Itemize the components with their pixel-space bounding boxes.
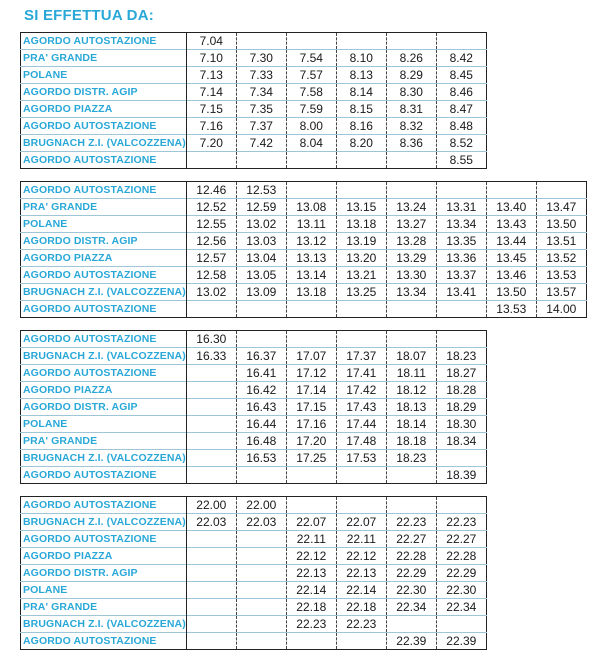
table-row	[21, 135, 487, 152]
table-row	[21, 514, 487, 531]
departure-time	[286, 152, 336, 169]
departure-time: 13.04	[236, 250, 286, 267]
departure-time: 22.07	[286, 514, 336, 531]
departure-time: 18.11	[386, 365, 436, 382]
table-row	[21, 348, 487, 365]
departure-time: 13.53	[536, 267, 586, 284]
table-row	[21, 331, 487, 348]
table-row	[21, 497, 487, 514]
departure-time: 8.00	[286, 118, 336, 135]
departure-time: 13.50	[486, 284, 536, 301]
departure-time: 8.45	[436, 67, 486, 84]
departure-time: 8.48	[436, 118, 486, 135]
departure-time: 16.41	[236, 365, 286, 382]
departure-time	[186, 548, 236, 565]
stop-name: BRUGNACH Z.I. (VALCOZZENA)	[21, 514, 187, 531]
departure-time	[186, 531, 236, 548]
stop-name: AGORDO AUTOSTAZIONE	[21, 301, 187, 318]
stop-name: BRUGNACH Z.I. (VALCOZZENA)	[21, 450, 187, 467]
departure-time	[236, 301, 286, 318]
departure-time: 13.11	[286, 216, 336, 233]
departure-time: 13.34	[386, 284, 436, 301]
departure-time	[336, 633, 386, 650]
stop-name: PRA' GRANDE	[21, 433, 187, 450]
departure-time: 7.30	[236, 50, 286, 67]
departure-time: 13.50	[536, 216, 586, 233]
departure-time: 17.25	[286, 450, 336, 467]
departure-time: 13.46	[486, 267, 536, 284]
departure-time: 12.56	[186, 233, 236, 250]
departure-time: 13.53	[486, 301, 536, 318]
departure-time: 13.02	[236, 216, 286, 233]
departure-time: 16.53	[236, 450, 286, 467]
table-row	[21, 548, 487, 565]
departure-time: 18.23	[386, 450, 436, 467]
departure-time: 13.52	[536, 250, 586, 267]
departure-time: 8.29	[386, 67, 436, 84]
departure-time: 22.11	[286, 531, 336, 548]
departure-time	[186, 616, 236, 633]
departure-time	[336, 497, 386, 514]
timetable-1	[20, 32, 487, 169]
departure-time: 22.23	[286, 616, 336, 633]
table-row	[21, 233, 587, 250]
departure-time	[436, 33, 486, 50]
stop-name: AGORDO PIAZZA	[21, 101, 187, 118]
departure-time: 13.36	[436, 250, 486, 267]
departure-time: 13.57	[536, 284, 586, 301]
departure-time	[186, 565, 236, 582]
departure-time	[186, 599, 236, 616]
departure-time	[236, 152, 286, 169]
departure-time	[336, 182, 386, 199]
departure-time	[236, 531, 286, 548]
departure-time	[386, 33, 436, 50]
stop-name: AGORDO PIAZZA	[21, 382, 187, 399]
departure-time	[236, 599, 286, 616]
departure-time: 22.23	[436, 514, 486, 531]
departure-time: 22.18	[286, 599, 336, 616]
departure-time	[336, 301, 386, 318]
departure-time	[236, 33, 286, 50]
departure-time: 13.25	[336, 284, 386, 301]
table-row	[21, 250, 587, 267]
departure-time: 16.30	[186, 331, 236, 348]
departure-time: 13.31	[436, 199, 486, 216]
departure-time: 13.41	[436, 284, 486, 301]
table-row	[21, 433, 487, 450]
table-row	[21, 450, 487, 467]
table-row	[21, 216, 587, 233]
stop-name: AGORDO AUTOSTAZIONE	[21, 33, 187, 50]
departure-time: 17.37	[336, 348, 386, 365]
departure-time: 12.53	[236, 182, 286, 199]
departure-time: 13.35	[436, 233, 486, 250]
table-row	[21, 182, 587, 199]
departure-time: 22.12	[286, 548, 336, 565]
departure-time: 12.58	[186, 267, 236, 284]
departure-time	[186, 399, 236, 416]
departure-time: 13.29	[386, 250, 436, 267]
table-row	[21, 152, 487, 169]
departure-time: 22.30	[386, 582, 436, 599]
departure-time	[286, 301, 336, 318]
table-row	[21, 582, 487, 599]
departure-time: 17.41	[336, 365, 386, 382]
table-row	[21, 399, 487, 416]
stop-name: AGORDO DISTR. AGIP	[21, 565, 187, 582]
departure-time: 22.27	[436, 531, 486, 548]
departure-time	[386, 497, 436, 514]
departure-time	[436, 450, 486, 467]
table-row	[21, 267, 587, 284]
stop-name: BRUGNACH Z.I. (VALCOZZENA)	[21, 135, 187, 152]
departure-time	[186, 450, 236, 467]
departure-time: 7.54	[286, 50, 336, 67]
departure-time	[386, 152, 436, 169]
departure-time: 22.34	[386, 599, 436, 616]
departure-time: 18.30	[436, 416, 486, 433]
stop-name: AGORDO AUTOSTAZIONE	[21, 497, 187, 514]
departure-time: 17.20	[286, 433, 336, 450]
departure-time: 13.14	[286, 267, 336, 284]
departure-time: 22.03	[236, 514, 286, 531]
departure-time: 22.29	[386, 565, 436, 582]
stop-name: POLANE	[21, 582, 187, 599]
departure-time	[286, 497, 336, 514]
departure-time: 18.14	[386, 416, 436, 433]
departure-time: 17.15	[286, 399, 336, 416]
departure-time: 8.31	[386, 101, 436, 118]
departure-time: 22.03	[186, 514, 236, 531]
departure-time: 7.33	[236, 67, 286, 84]
departure-time: 14.00	[536, 301, 586, 318]
departure-time: 12.52	[186, 199, 236, 216]
stop-name: PRA' GRANDE	[21, 599, 187, 616]
departure-time: 13.45	[486, 250, 536, 267]
table-row	[21, 599, 487, 616]
table-row	[21, 84, 487, 101]
stop-name: AGORDO AUTOSTAZIONE	[21, 531, 187, 548]
departure-time: 13.18	[286, 284, 336, 301]
table-row	[21, 118, 487, 135]
departure-time: 8.04	[286, 135, 336, 152]
departure-time: 22.11	[336, 531, 386, 548]
departure-time	[186, 365, 236, 382]
departure-time: 13.37	[436, 267, 486, 284]
departure-time	[236, 565, 286, 582]
table-row	[21, 467, 487, 484]
departure-time: 7.13	[186, 67, 236, 84]
departure-time: 18.34	[436, 433, 486, 450]
departure-time: 8.20	[336, 135, 386, 152]
departure-time: 7.20	[186, 135, 236, 152]
departure-time	[186, 416, 236, 433]
departure-time: 8.10	[336, 50, 386, 67]
departure-time: 22.39	[436, 633, 486, 650]
departure-time: 8.16	[336, 118, 386, 135]
departure-time: 13.09	[236, 284, 286, 301]
table-row	[21, 416, 487, 433]
departure-time: 22.27	[386, 531, 436, 548]
stop-name: PRA' GRANDE	[21, 50, 187, 67]
departure-time: 7.14	[186, 84, 236, 101]
departure-time: 13.43	[486, 216, 536, 233]
departure-time: 8.55	[436, 152, 486, 169]
departure-time	[436, 331, 486, 348]
stop-name: AGORDO AUTOSTAZIONE	[21, 633, 187, 650]
departure-time	[236, 548, 286, 565]
timetable-2	[20, 181, 587, 318]
departure-time	[486, 182, 536, 199]
timetable-3	[20, 330, 487, 484]
departure-time: 17.53	[336, 450, 386, 467]
departure-time: 13.51	[536, 233, 586, 250]
departure-time: 13.34	[436, 216, 486, 233]
departure-time	[436, 497, 486, 514]
departure-time	[336, 331, 386, 348]
departure-time	[286, 633, 336, 650]
departure-time	[236, 616, 286, 633]
stop-name: AGORDO PIAZZA	[21, 548, 187, 565]
departure-time: 16.42	[236, 382, 286, 399]
departure-time	[186, 467, 236, 484]
stop-name: AGORDO DISTR. AGIP	[21, 84, 187, 101]
departure-time: 13.40	[486, 199, 536, 216]
departure-time	[436, 182, 486, 199]
departure-time: 8.52	[436, 135, 486, 152]
stop-name: AGORDO AUTOSTAZIONE	[21, 152, 187, 169]
departure-time: 22.18	[336, 599, 386, 616]
table-row	[21, 531, 487, 548]
departure-time: 12.46	[186, 182, 236, 199]
departure-time: 13.18	[336, 216, 386, 233]
departure-time	[236, 582, 286, 599]
stop-name: AGORDO AUTOSTAZIONE	[21, 365, 187, 382]
departure-time	[186, 301, 236, 318]
departure-time: 8.36	[386, 135, 436, 152]
departure-time: 22.07	[336, 514, 386, 531]
departure-time: 8.46	[436, 84, 486, 101]
departure-time: 22.14	[336, 582, 386, 599]
stop-name: AGORDO AUTOSTAZIONE	[21, 118, 187, 135]
departure-time: 18.27	[436, 365, 486, 382]
departure-time: 13.13	[286, 250, 336, 267]
table-row	[21, 50, 487, 67]
departure-time: 18.23	[436, 348, 486, 365]
departure-time	[186, 633, 236, 650]
table-row	[21, 101, 487, 118]
departure-time: 22.28	[386, 548, 436, 565]
departure-time: 7.35	[236, 101, 286, 118]
table-row	[21, 633, 487, 650]
departure-time: 16.43	[236, 399, 286, 416]
departure-time: 7.58	[286, 84, 336, 101]
departure-time: 7.10	[186, 50, 236, 67]
departure-time: 17.42	[336, 382, 386, 399]
departure-time	[286, 331, 336, 348]
departure-time: 13.02	[186, 284, 236, 301]
departure-time: 17.12	[286, 365, 336, 382]
page-title: SI EFFETTUA DA:	[24, 7, 154, 24]
departure-time: 7.15	[186, 101, 236, 118]
departure-time: 18.12	[386, 382, 436, 399]
departure-time: 17.07	[286, 348, 336, 365]
table-row	[21, 33, 487, 50]
departure-time	[186, 382, 236, 399]
departure-time: 18.07	[386, 348, 436, 365]
departure-time	[186, 152, 236, 169]
table-row	[21, 565, 487, 582]
table-row	[21, 67, 487, 84]
departure-time: 22.23	[386, 514, 436, 531]
departure-time: 13.30	[386, 267, 436, 284]
departure-time: 7.42	[236, 135, 286, 152]
departure-time: 22.39	[386, 633, 436, 650]
departure-time: 8.47	[436, 101, 486, 118]
departure-time: 13.28	[386, 233, 436, 250]
departure-time: 13.05	[236, 267, 286, 284]
departure-time: 18.39	[436, 467, 486, 484]
departure-time: 13.21	[336, 267, 386, 284]
departure-time: 7.59	[286, 101, 336, 118]
departure-time: 22.13	[286, 565, 336, 582]
table-row	[21, 199, 587, 216]
departure-time: 13.12	[286, 233, 336, 250]
departure-time: 22.00	[236, 497, 286, 514]
table-row	[21, 616, 487, 633]
stop-name: AGORDO PIAZZA	[21, 250, 187, 267]
departure-time: 18.29	[436, 399, 486, 416]
departure-time: 13.24	[386, 199, 436, 216]
stop-name: BRUGNACH Z.I. (VALCOZZENA)	[21, 348, 187, 365]
departure-time: 8.15	[336, 101, 386, 118]
departure-time: 8.14	[336, 84, 386, 101]
departure-time: 16.44	[236, 416, 286, 433]
departure-time	[336, 152, 386, 169]
stop-name: BRUGNACH Z.I. (VALCOZZENA)	[21, 284, 187, 301]
departure-time	[386, 331, 436, 348]
departure-time: 8.26	[386, 50, 436, 67]
timetable-4	[20, 496, 487, 650]
stop-name: AGORDO DISTR. AGIP	[21, 399, 187, 416]
table-row	[21, 382, 487, 399]
departure-time: 16.33	[186, 348, 236, 365]
departure-time: 22.14	[286, 582, 336, 599]
departure-time	[386, 616, 436, 633]
departure-time: 8.32	[386, 118, 436, 135]
departure-time: 8.13	[336, 67, 386, 84]
departure-time: 22.23	[336, 616, 386, 633]
departure-time: 12.57	[186, 250, 236, 267]
departure-time: 17.48	[336, 433, 386, 450]
departure-time: 13.27	[386, 216, 436, 233]
departure-time	[386, 301, 436, 318]
departure-time	[236, 467, 286, 484]
departure-time	[386, 467, 436, 484]
departure-time	[286, 33, 336, 50]
departure-time: 13.20	[336, 250, 386, 267]
departure-time: 18.28	[436, 382, 486, 399]
departure-time: 12.55	[186, 216, 236, 233]
departure-time	[236, 331, 286, 348]
departure-time: 7.37	[236, 118, 286, 135]
departure-time: 22.30	[436, 582, 486, 599]
departure-time: 13.03	[236, 233, 286, 250]
departure-time: 22.29	[436, 565, 486, 582]
stop-name: AGORDO DISTR. AGIP	[21, 233, 187, 250]
departure-time: 17.43	[336, 399, 386, 416]
departure-time	[536, 182, 586, 199]
departure-time: 7.34	[236, 84, 286, 101]
departure-time: 22.28	[436, 548, 486, 565]
departure-time: 16.48	[236, 433, 286, 450]
table-row	[21, 365, 487, 382]
departure-time: 13.44	[486, 233, 536, 250]
departure-time: 7.04	[186, 33, 236, 50]
departure-time	[186, 433, 236, 450]
departure-time: 22.12	[336, 548, 386, 565]
stop-name: BRUGNACH Z.I. (VALCOZZENA)	[21, 616, 187, 633]
departure-time: 13.47	[536, 199, 586, 216]
table-row	[21, 284, 587, 301]
departure-time	[236, 633, 286, 650]
departure-time: 13.19	[336, 233, 386, 250]
departure-time: 18.13	[386, 399, 436, 416]
departure-time: 17.14	[286, 382, 336, 399]
stop-name: POLANE	[21, 216, 187, 233]
departure-time: 22.00	[186, 497, 236, 514]
departure-time: 22.34	[436, 599, 486, 616]
departure-time: 13.15	[336, 199, 386, 216]
departure-time	[336, 33, 386, 50]
departure-time: 16.37	[236, 348, 286, 365]
departure-time	[336, 467, 386, 484]
departure-time: 12.59	[236, 199, 286, 216]
departure-time: 7.57	[286, 67, 336, 84]
departure-time: 8.30	[386, 84, 436, 101]
departure-time: 17.44	[336, 416, 386, 433]
stop-name: PRA' GRANDE	[21, 199, 187, 216]
departure-time: 18.18	[386, 433, 436, 450]
departure-time: 22.13	[336, 565, 386, 582]
stop-name: POLANE	[21, 416, 187, 433]
stop-name: AGORDO AUTOSTAZIONE	[21, 467, 187, 484]
departure-time	[186, 582, 236, 599]
departure-time: 7.16	[186, 118, 236, 135]
stop-name: AGORDO AUTOSTAZIONE	[21, 182, 187, 199]
departure-time: 17.16	[286, 416, 336, 433]
stop-name: AGORDO AUTOSTAZIONE	[21, 267, 187, 284]
departure-time	[436, 301, 486, 318]
table-row	[21, 301, 587, 318]
departure-time: 13.08	[286, 199, 336, 216]
departure-time: 8.42	[436, 50, 486, 67]
departure-time	[386, 182, 436, 199]
stop-name: POLANE	[21, 67, 187, 84]
departure-time	[286, 182, 336, 199]
stop-name: AGORDO AUTOSTAZIONE	[21, 331, 187, 348]
departure-time	[436, 616, 486, 633]
departure-time	[286, 467, 336, 484]
